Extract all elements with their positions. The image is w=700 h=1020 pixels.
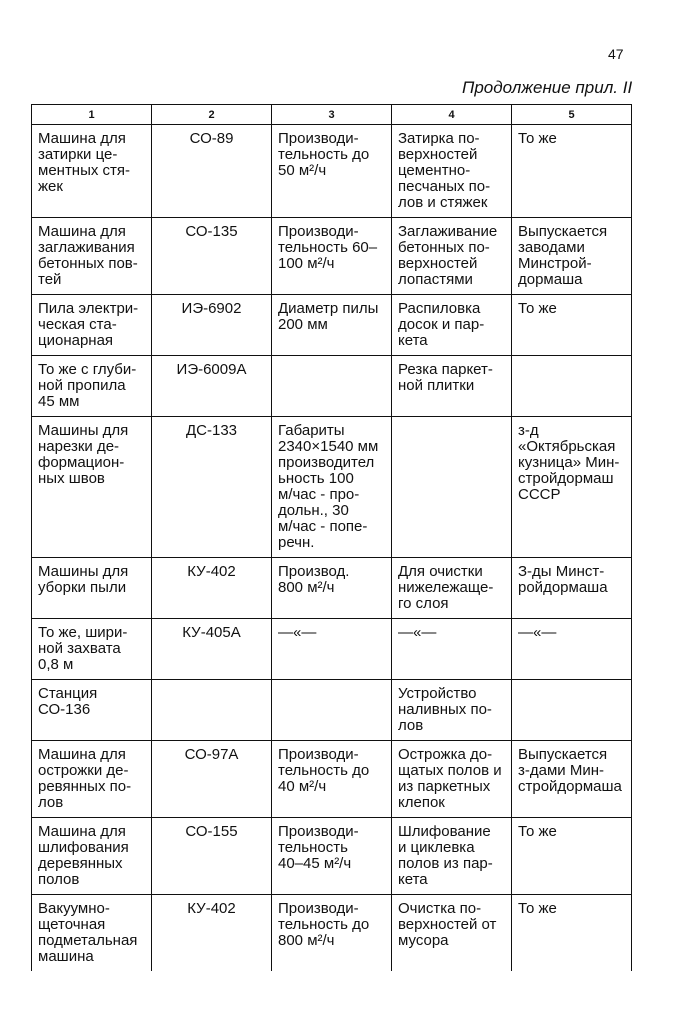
specification: Производи- тельность до 50 м²/ч [272,125,392,218]
model-code: СО-135 [152,218,272,295]
manufacturer: То же [512,295,632,356]
specification: —«— [272,619,392,680]
manufacturer: То же [512,125,632,218]
equipment-table [31,104,632,971]
machine-name: Машины для уборки пыли [32,558,152,619]
manufacturer: З-ды Минст- ройдормаша [512,558,632,619]
column-header: 3 [272,105,392,125]
manufacturer: —«— [512,619,632,680]
specification: Производи- тельность 60– 100 м²/ч [272,218,392,295]
machine-name: То же, шири- ной захвата 0,8 м [32,619,152,680]
specification: Диаметр пилы 200 мм [272,295,392,356]
machine-name: То же с глуби- ной пропила 45 мм [32,356,152,417]
model-code: СО-155 [152,818,272,895]
specification: Производи- тельность до 800 м²/ч [272,895,392,972]
machine-name: Машины для нарезки де- формацион- ных швов [32,417,152,558]
table-row [32,619,632,680]
machine-name: Станция СО-136 [32,680,152,741]
machine-name: Машина для затирки це- ментных стя- жек [32,125,152,218]
machine-name: Машина для заглаживания бетонных пов- тей [32,218,152,295]
model-code: СО-97А [152,741,272,818]
column-header: 4 [392,105,512,125]
model-code: КУ-402 [152,558,272,619]
specification: Производ. 800 м²/ч [272,558,392,619]
purpose: Резка паркет- ной плитки [392,356,512,417]
manufacturer: То же [512,818,632,895]
purpose: Для очистки нижележаще- го слоя [392,558,512,619]
page-number: 47 [608,46,624,62]
purpose: Устройство наливных по- лов [392,680,512,741]
purpose: Затирка по- верхностей цементно- песчаных по- лов и стяжек [392,125,512,218]
purpose: Очистка по- верхностей от мусора [392,895,512,972]
specification: Габариты 2340×1540 мм производител ьность 100 м/час - про- дольн., 30 м/час - попе- речн. [272,417,392,558]
model-code: ИЭ-6009А [152,356,272,417]
column-header: 1 [32,105,152,125]
specification [272,356,392,417]
table-row [32,558,632,619]
model-code: ИЭ-6902 [152,295,272,356]
table-row [32,218,632,295]
model-code: КУ-405А [152,619,272,680]
machine-name: Машина для шлифования деревянных полов [32,818,152,895]
model-code [152,680,272,741]
purpose [392,417,512,558]
table-row [32,295,632,356]
continuation-caption: Продолжение прил. II [462,78,633,97]
table-row [32,818,632,895]
table-row [32,895,632,972]
machine-name: Машина для острожки де- ревянных по- лов [32,741,152,818]
table-header-row [32,105,632,125]
purpose: Заглаживание бетонных по- верхностей лопастями [392,218,512,295]
purpose: Шлифование и циклевка полов из пар- кета [392,818,512,895]
table-row [32,417,632,558]
machine-name: Пила электри- ческая ста- ционарная [32,295,152,356]
purpose: Распиловка досок и пар- кета [392,295,512,356]
table-row [32,680,632,741]
manufacturer [512,680,632,741]
table-row [32,741,632,818]
model-code: КУ-402 [152,895,272,972]
column-header: 5 [512,105,632,125]
specification [272,680,392,741]
manufacturer: з-д «Октябрьская кузница» Мин- стройдормаш СССР [512,417,632,558]
machine-name: Вакуумно- щеточная подметальная машина [32,895,152,972]
manufacturer: То же [512,895,632,972]
table-row [32,125,632,218]
purpose: —«— [392,619,512,680]
manufacturer: Выпускается з-дами Мин- стройдормаша [512,741,632,818]
manufacturer [512,356,632,417]
specification: Производи- тельность 40–45 м²/ч [272,818,392,895]
table-row [32,356,632,417]
specification: Производи- тельность до 40 м²/ч [272,741,392,818]
purpose: Острожка до- щатых полов и из паркетных клепок [392,741,512,818]
column-header: 2 [152,105,272,125]
manufacturer: Выпускается заводами Минстрой- дормаша [512,218,632,295]
model-code: ДС-133 [152,417,272,558]
model-code: СО-89 [152,125,272,218]
